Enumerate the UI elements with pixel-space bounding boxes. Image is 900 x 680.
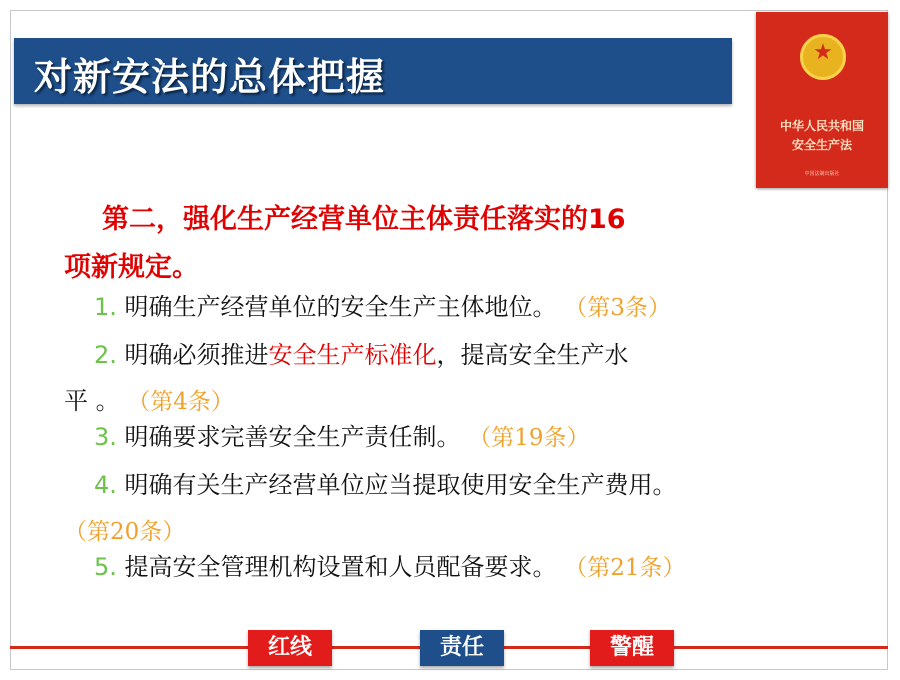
- item-number: 5.: [94, 553, 117, 581]
- alert-button[interactable]: 警醒: [590, 630, 674, 666]
- list-item-2: [64, 332, 804, 425]
- item-number: 2.: [94, 341, 117, 369]
- book-title-line2: 安全生产法: [791, 138, 852, 152]
- item-text-highlight: 安全生产标准化: [268, 341, 437, 369]
- item-text: 明确要求完善安全生产责任制。: [124, 423, 461, 451]
- item-article-ref: （第3条）: [564, 295, 671, 321]
- item-text-post: ，提高安全生产水: [436, 341, 629, 369]
- item-article-ref: （第21条）: [564, 555, 686, 581]
- red-line-button[interactable]: 红线: [248, 630, 332, 666]
- item-article-ref: （第19条）: [468, 425, 590, 451]
- item-number: 4.: [94, 471, 117, 499]
- national-emblem-icon: [800, 34, 846, 80]
- slide-title: 对新安法的总体把握: [34, 55, 386, 99]
- heading-line2: 项新规定。: [64, 252, 199, 283]
- book-publisher: 中国法制出版社: [804, 171, 840, 177]
- book-title-line1: 中华人民共和国: [779, 119, 864, 133]
- item-number: 3.: [94, 423, 117, 451]
- item-text: 明确生产经营单位的安全生产主体地位。: [124, 293, 557, 321]
- item-text-pre: 明确必须推进: [124, 341, 269, 369]
- item-article-ref: （第20条）: [64, 519, 186, 545]
- star-icon: ★: [813, 40, 833, 65]
- item-text: 提高安全管理机构设置和人员配备要求。: [124, 553, 557, 581]
- item-number: 1.: [94, 293, 117, 321]
- list-item-1: [64, 284, 804, 331]
- list-item-5: [64, 544, 804, 591]
- heading-line1: 第二，强化生产经营单位主体责任落实的16: [102, 204, 626, 235]
- list-item-3: [64, 414, 804, 461]
- item-article-ref: （第4条）: [127, 389, 234, 415]
- title-bar: [14, 38, 732, 104]
- responsibility-button[interactable]: 责任: [420, 630, 504, 666]
- item-text: 明确有关生产经营单位应当提取使用安全生产费用。: [124, 471, 677, 499]
- law-book-cover-image: [756, 12, 888, 188]
- list-item-4: [64, 462, 804, 555]
- item-text-cont: 平 。: [64, 387, 120, 415]
- section-heading: [64, 196, 784, 292]
